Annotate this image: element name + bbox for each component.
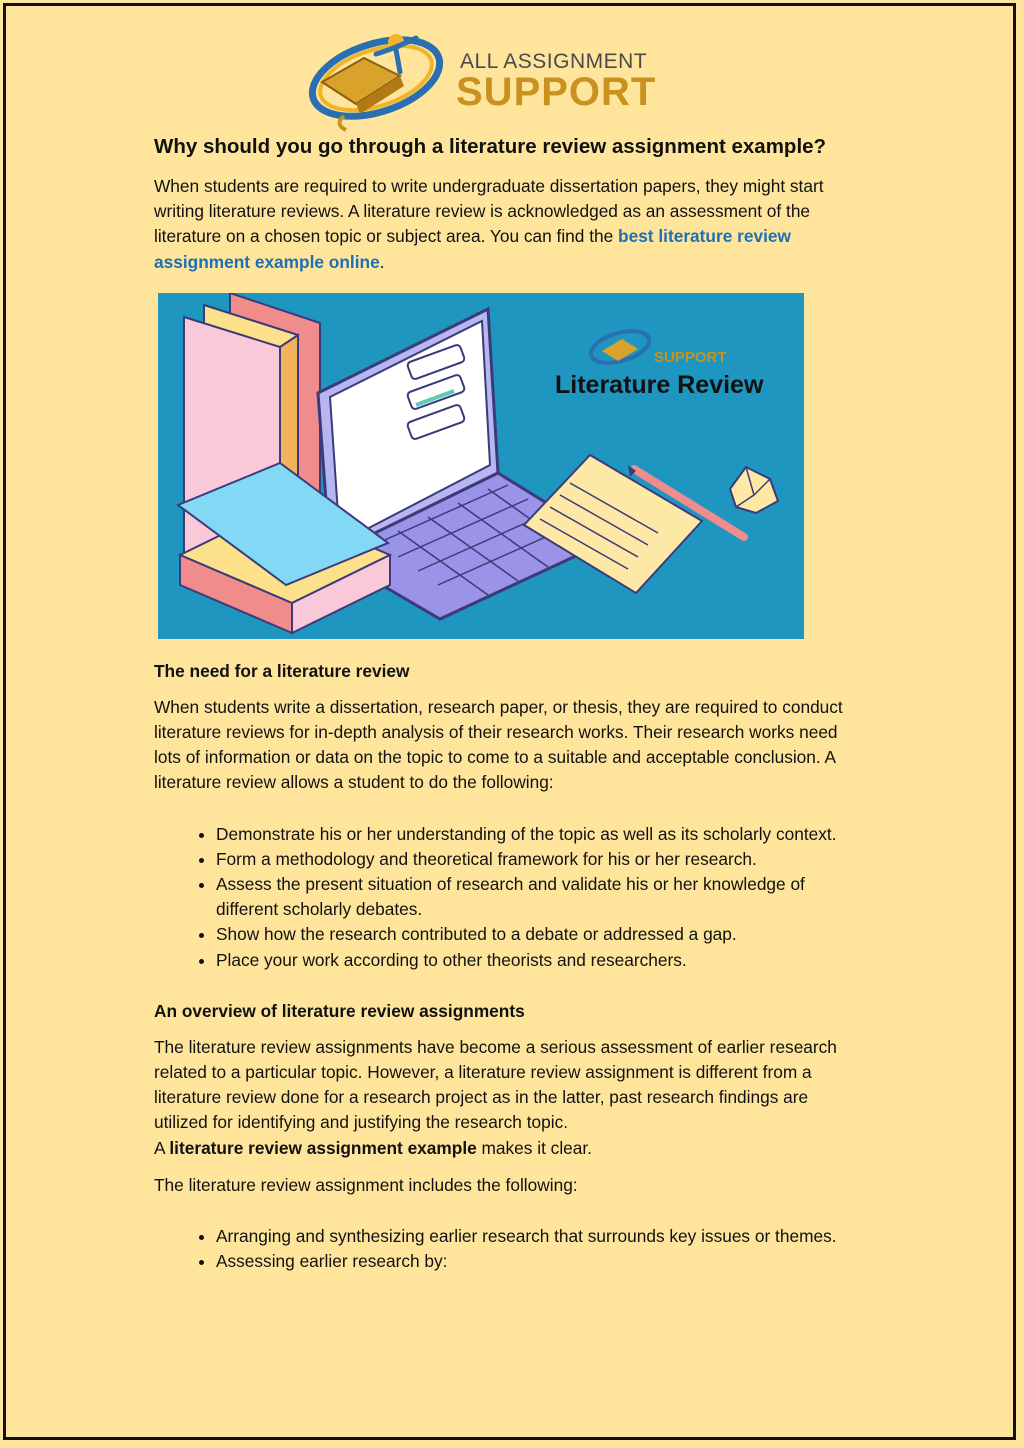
intro-end: . [379, 251, 385, 272]
need-bullet-list [154, 822, 866, 973]
overview-line-suffix: makes it clear. [476, 1137, 592, 1158]
need-paragraph: When students write a dissertation, research paper, or thesis, they are required to conduct literature reviews for in-depth analysis of their research works. Their research works need lots of information or data on the topic to come to a suitable and acceptable conclusion. A literature review allows a student to do the following: [154, 696, 843, 793]
intro-paragraph [154, 174, 866, 275]
list-item: • Form a methodology and theoretical framework for his or her research. [216, 847, 866, 872]
overview-paragraph [154, 1035, 866, 1161]
includes-paragraph: The literature review assignment includes the following: [154, 1174, 578, 1195]
banner-logo-text: SUPPORT [654, 348, 727, 366]
example-link[interactable]: best literature review assignment example online [154, 226, 791, 272]
site-logo[interactable] [304, 20, 664, 132]
overview-text: The literature review assignments have become a serious assessment of earlier research related to a particular topic. However, a literature review assignment is different from a literature review done for a research project as in the latter, past research findings are utilized for identifying and justifying the research topic. [154, 1036, 837, 1133]
includes-bullet-list [154, 1224, 866, 1274]
logo-text-line2: SUPPORT [456, 70, 657, 114]
literature-review-banner [158, 293, 804, 639]
overview-line-bold: literature review assignment example [169, 1137, 477, 1158]
list-item: • Demonstrate his or her understanding of the topic as well as its scholarly context. [216, 822, 866, 847]
main-heading: Why should you go through a literature review assignment example? [154, 135, 827, 158]
overview-heading: An overview of literature review assignments [154, 1000, 525, 1021]
list-item: • Show how the research contributed to a debate or addressed a gap. [216, 922, 866, 947]
list-item: • Arranging and synthesizing earlier research that surrounds key issues or themes. [216, 1224, 866, 1249]
overview-line-prefix: A [154, 1137, 170, 1158]
list-item: • Place your work according to other theorists and researchers. [216, 948, 866, 973]
need-heading: The need for a literature review [154, 660, 410, 681]
logo-text-line1: ALL ASSIGNMENT [460, 50, 648, 73]
intro-text: When students are required to write undergraduate dissertation papers, they might start writing literature reviews. A literature review is acknowledged as an assessment of the literature on a chosen topic or subject area. You can find the [154, 176, 824, 247]
article-content [154, 134, 866, 1286]
list-item: • Assess the present situation of research and validate his or her knowledge of different scholarly debates. [216, 872, 866, 922]
banner-title: Literature Review [555, 370, 764, 399]
list-item: • Assessing earlier research by: [216, 1249, 866, 1274]
logo-emblem-icon [304, 20, 454, 132]
